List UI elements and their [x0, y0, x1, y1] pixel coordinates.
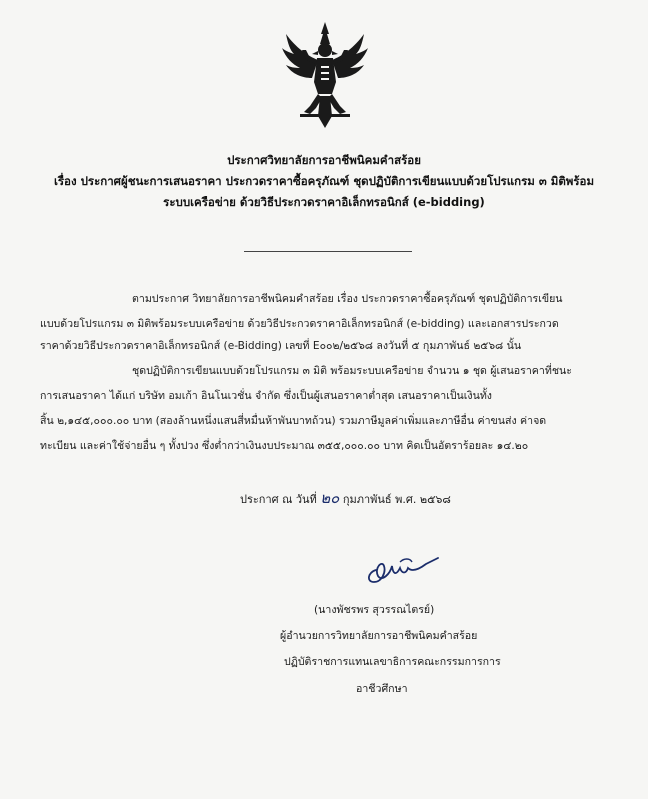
- body-line: ตามประกาศ วิทยาลัยการอาชีพนิคมคำสร้อย เรื่อง ประกวดราคาซื้อครุภัณฑ์ ชุดปฏิบัติการเขียน: [132, 293, 563, 305]
- signatory-acting-title: ปฏิบัติราชการแทนเลขาธิการคณะกรรมการการ: [284, 656, 501, 668]
- body-line: ทะเบียน และค่าใช้จ่ายอื่น ๆ ทั้งปวง ซึ่งต่ำกว่าเงินงบประมาณ ๓๕๕,๐๐๐.๐๐ บาท คิดเป็นอัตราร้อยละ ๑๔.๒๐: [40, 440, 529, 452]
- subject-line-1: เรื่อง ประกาศผู้ชนะการเสนอราคา ประกวดราคาซื้อครุภัณฑ์ ชุดปฏิบัติการเขียนแบบด้วยโปรแกรม ๓ มิติพร้อม: [53, 174, 595, 188]
- announcement-date: [240, 489, 451, 509]
- subject-line-2: ระบบเครือข่าย ด้วยวิธีประกวดราคาอิเล็กทรอนิกส์ (e-bidding): [163, 195, 485, 209]
- body-line: สิ้น ๒,๑๔๕,๐๐๐.๐๐ บาท (สองล้านหนึ่งแสนสี่หมื่นห้าพันบาทถ้วน) รวมภาษีมูลค่าเพิ่มและภาษีอื่น ค่าขนส่ง ค่าจด: [40, 415, 547, 427]
- document-title: ประกาศวิทยาลัยการอาชีพนิคมคำสร้อย: [227, 153, 421, 167]
- signatory-name: (นางพัชรพร สุวรรณไตรย์): [314, 604, 435, 616]
- body-line: การเสนอราคา ได้แก่ บริษัท อมเก้า อินโนเวชั่น จำกัด ซึ่งเป็นผู้เสนอราคาต่ำสุด เสนอราคาเป็นเงินทั้ง: [40, 390, 492, 402]
- divider: [244, 251, 412, 252]
- signature-icon: [360, 548, 440, 588]
- body-line: แบบด้วยโปรแกรม ๓ มิติพร้อมระบบเครือข่าย ด้วยวิธีประกวดราคาอิเล็กทรอนิกส์ (e-bidding) และเอกสารประกวด: [40, 318, 559, 330]
- body-line: ชุดปฏิบัติการเขียนแบบด้วยโปรแกรม ๓ มิติ พร้อมระบบเครือข่าย จำนวน ๑ ชุด ผู้เสนอราคาที่ชนะ: [132, 365, 572, 377]
- garuda-emblem-icon: [280, 20, 370, 132]
- date-suffix: กุมภาพันธ์ พ.ศ. ๒๕๖๘: [342, 493, 451, 506]
- signatory-acting-title-cont: อาชีวศึกษา: [356, 683, 408, 695]
- signatory-title: ผู้อำนวยการวิทยาลัยการอาชีพนิคมคำสร้อย: [280, 630, 478, 642]
- date-day-handwritten: ๒๐: [320, 489, 340, 507]
- date-prefix: ประกาศ ณ วันที่: [240, 493, 317, 506]
- body-line: ราคาด้วยวิธีประกวดราคาอิเล็กทรอนิกส์ (e-Bidding) เลขที่ E๐๐๒/๒๕๖๘ ลงวันที่ ๕ กุมภาพันธ์ ๒๕๖๘ นั้น: [40, 340, 522, 352]
